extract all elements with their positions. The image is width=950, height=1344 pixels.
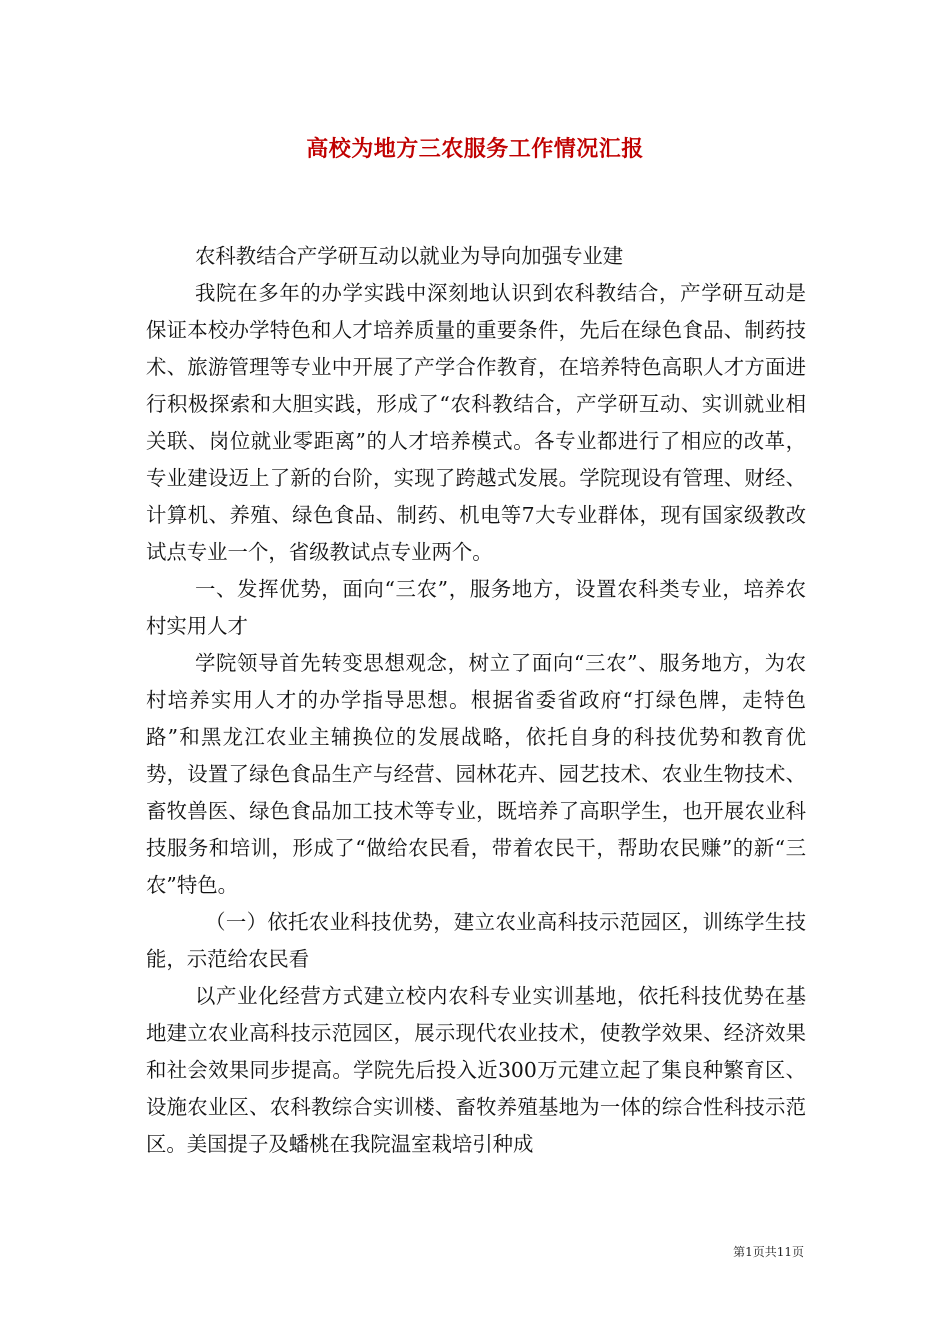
- section-heading-1: 一、发挥优势，面向“三农”，服务地方，设置农科类专业，培养农村实用人才: [146, 577, 806, 638]
- paragraph-4: 以产业化经营方式建立校内农科专业实训基地，依托科技优势在基地建立农业高科技示范园区，展示现代农业技术，使教学效果、经济效果和社会效果同步提高。学院先后投入近300万元建立起了集良种繁育区、设施农业区、农科教综合实训楼、畜牧养殖基地为一体的综合性科技示范区。美国提子及蟠桃在我院温室栽培引种成: [146, 984, 806, 1156]
- subsection-heading-1: （一）依托农业科技优势，建立农业高科技示范园区，训练学生技能，示范给农民看: [146, 910, 806, 971]
- paragraph-3: 学院领导首先转变思想观念，树立了面向“三农”、服务地方，为农村培养实用人才的办学指导思想。根据省委省政府“打绿色牌，走特色路”和黑龙江农业主辅换位的发展战略，依托自身的科技优势和教育优势，设置了绿色食品生产与经营、园林花卉、园艺技术、农业生物技术、畜牧兽医、绿色食品加工技术等专业，既培养了高职学生，也开展农业科技服务和培训，形成了“做给农民看，带着农民干，帮助农民赚”的新“三农”特色。: [146, 651, 806, 897]
- document-title: 高校为地方三农服务工作情况汇报: [306, 136, 644, 162]
- paragraph-1: 农科教结合产学研互动以就业为导向加强专业建: [194, 244, 624, 268]
- document-body: [146, 238, 806, 1163]
- page-footer: 第1页共11页: [733, 1245, 804, 1259]
- paragraph-2: 我院在多年的办学实践中深刻地认识到农科教结合，产学研互动是保证本校办学特色和人才培养质量的重要条件，先后在绿色食品、制药技术、旅游管理等专业中开展了产学合作教育，在培养特色高职人才方面进行积极探索和大胆实践，形成了“农科教结合，产学研互动、实训就业相关联、岗位就业零距离”的人才培养模式。各专业都进行了相应的改革，专业建设迈上了新的台阶，实现了跨越式发展。学院现设有管理、财经、计算机、养殖、绿色食品、制药、机电等7大专业群体，现有国家级教改试点专业一个，省级教试点专业两个。: [146, 281, 806, 564]
